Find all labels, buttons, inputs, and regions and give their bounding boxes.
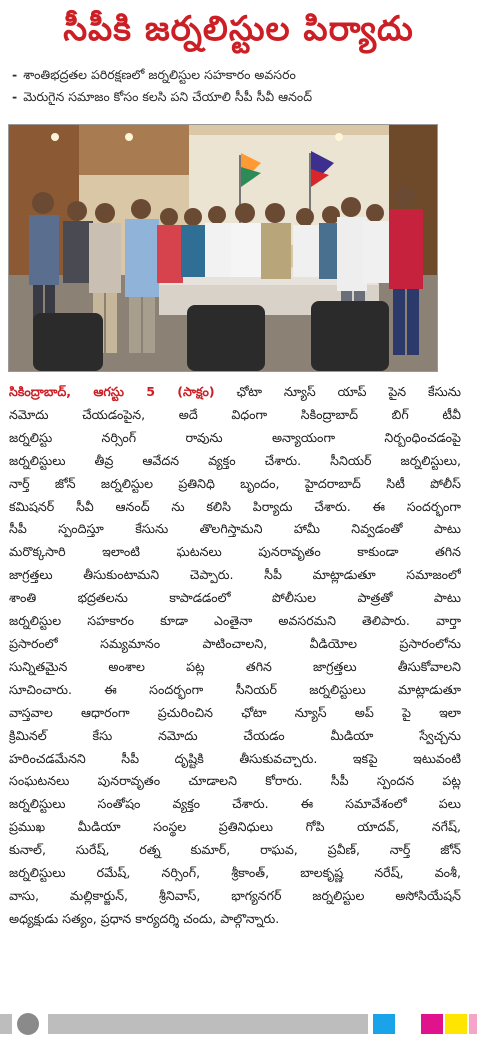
headline: సీపీకి జర్నలిస్టుల పిర్యాదు: [63, 9, 414, 49]
article-line: మరొక్కసారి ఇలాంటి ఘటనలు పునరావృతం కాకుండా తగిన: [9, 544, 461, 560]
article-line: జర్నలిస్టు నర్సింగ్ రావును అన్యాయంగా నిర్బంధించడంపై: [9, 429, 461, 445]
subhead-1: - శాంతిభద్రతల పరిరక్షణలో జర్నలిస్టుల సహకారం అవసరం: [12, 67, 296, 82]
group-photo: [8, 124, 438, 372]
article-line: క్రిమినల్ కేసు నమోదు చేయడం మీడియా స్వేచ్చను: [9, 727, 461, 743]
article-line: సున్నితమైన అంశాల పట్ల తగిన జాగ్రత్తలు తీసుకోవాలని: [9, 658, 461, 674]
article-line: కునాల్, సురేష్, రత్న కుమార్, రాఘవ, ప్రవీణ్, నార్త్ జోన్: [9, 842, 461, 858]
article-line: సికింద్రాబాద్, ఆగస్టు 5 (సాక్షం) ఛోటా న్యూస్ యాప్ పైన కేసును: [9, 384, 461, 399]
article-line: వాసు, మల్లికార్జున్, శ్రీనివాస్, భాగ్యనగర్ జర్నలిస్టుల అసోసియేషన్: [9, 887, 461, 903]
swatch-pink: [469, 1014, 477, 1034]
article-line: జాగ్రత్తలు తీసుకుంటామని చెప్పారు. సీపీ మాట్లాడుతూ సమాజంలో: [9, 567, 461, 583]
swatch-white: [397, 1014, 419, 1034]
article-line: శాంతి భద్రతలను కాపాడడంలో పోలీసుల పాత్రతో పాటు: [9, 590, 461, 606]
subhead-text-1: శాంతిభద్రతల పరిరక్షణలో జర్నలిస్టుల సహకారం అవసరం: [23, 67, 296, 82]
subheads: [12, 64, 472, 108]
footer-bar: [0, 1012, 477, 1037]
article-line: సీపీ స్పందిస్తూ కేసును తొలగిస్తామని హామీ నివ్వడంతో పాటు: [9, 521, 461, 537]
article-line: నార్త్ జోన్ జర్నలిస్టుల ప్రతినిధి బృందం, హైదరాబాద్ సిటీ పోలీస్: [9, 475, 461, 491]
article-line: ప్రముఖ మీడియా సంస్థల ప్రతినిధులు గోపి యాదవ్, నగేష్,: [9, 819, 461, 835]
article-line: సంఘటనలు పునరావృతం చూడాలని కోరారు. సీపీ స్పందన పట్ల: [9, 773, 461, 789]
swatch-cyan: [373, 1014, 395, 1034]
article-line: అధ్యక్షుడు సత్యం, ప్రధాన కార్యదర్శి చందు, పాల్గొన్నారు.: [9, 910, 280, 926]
swatch-magenta: [421, 1014, 443, 1034]
group-photo-illustration: [9, 125, 437, 371]
article-line: కమిషనర్ సీవీ ఆనంద్ ను కలిసి పిర్యాదు చేశారు. ఈ సందర్భంగా: [9, 498, 461, 514]
article-line: వాస్తవాల ఆధారంగా ప్రచురించిన ఛోటా న్యూస్ అప్ పై ఇలా: [9, 704, 461, 720]
dateline: సికింద్రాబాద్, ఆగస్టు 5 (సాక్షం): [9, 384, 215, 399]
article-line: ప్రసారంలో సమ్యమానం పాటించాలని, వీడియోల ప్రసారంలోను: [9, 635, 461, 651]
article-line: నమోదు చేయడంపైన, అదే విధంగా సికింద్రాబాద్ బిగ్ టీవీ: [9, 406, 461, 422]
article-line: హరించడమేనని సీపీ దృష్టికి తీసుకువచ్చారు. ఇకపై ఇటువంటి: [9, 750, 461, 766]
footer-left-bar: [0, 1014, 12, 1034]
footer-circle-mark: [17, 1013, 39, 1035]
article-line: జర్నలిస్టులు రమేష్, నర్సింగ్, శ్రీకాంత్, బాలకృష్ణ నరేష్, వంశీ,: [9, 865, 461, 881]
subhead-text-2: మెరుగైన సమాజం కోసం కలసి పని చేయాలి సీపీ సీవీ ఆనంద్: [23, 89, 313, 104]
article-line: జర్నలిస్టులు సంతోషం వ్యక్తం చేశారు. ఈ సమావేశంలో పలు: [9, 796, 461, 812]
footer-gray-bar: [48, 1014, 368, 1034]
article-body: [9, 381, 461, 931]
subhead-2: - మెరుగైన సమాజం కోసం కలసి పని చేయాలి సీపీ సీవీ ఆనంద్: [12, 89, 313, 104]
article-line: జర్నలిస్టుల సహకారం కూడా ఎంతైనా అవసరమని తెలిపారు. వార్తా: [9, 613, 461, 629]
article-line: సూచించారు. ఈ సందర్భంగా సీనియర్ జర్నలిస్టులు మాట్లాడుతూ: [9, 681, 461, 697]
article-line: జర్నలిస్టులు తీవ్ర ఆవేదన వ్యక్తం చేశారు. సీనియర్ జర్నలిస్టులు,: [9, 452, 461, 468]
swatch-yellow: [445, 1014, 467, 1034]
